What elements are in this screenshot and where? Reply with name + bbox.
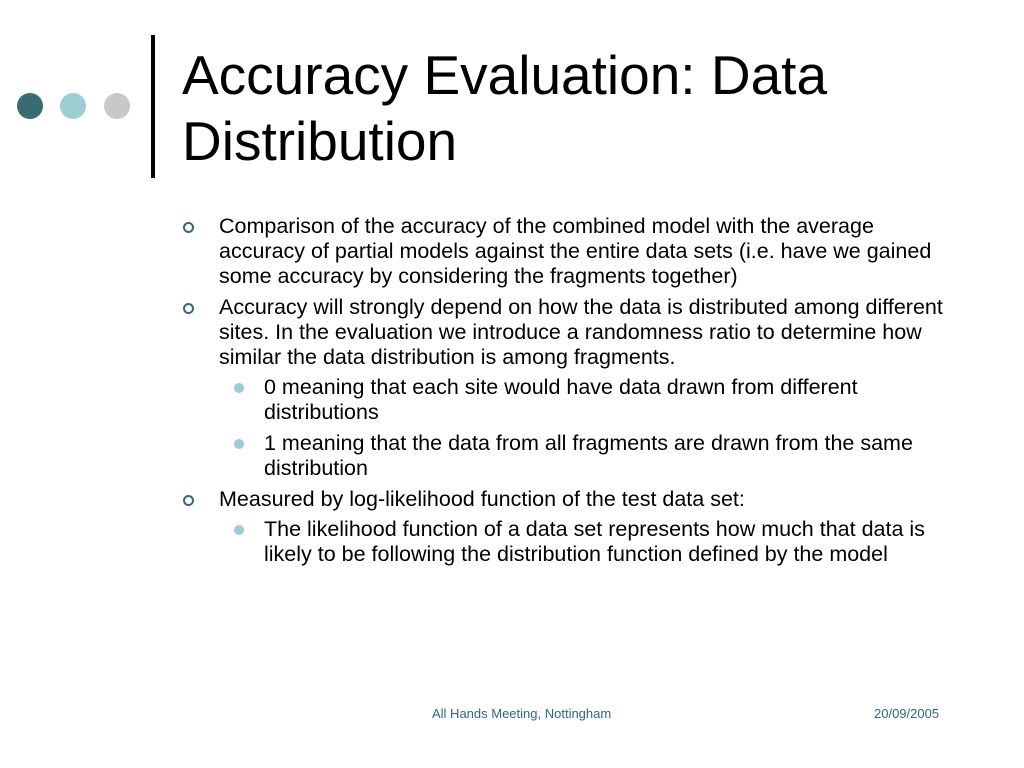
slide-title: Accuracy Evaluation: Data Distribution xyxy=(182,44,828,172)
dot-bullet-icon xyxy=(234,383,244,393)
footer-event: All Hands Meeting, Nottingham xyxy=(432,706,612,721)
bullet-text: Measured by log-likelihood function of the test data set: xyxy=(219,487,745,511)
bullet-item xyxy=(182,487,952,567)
sub-bullet-list xyxy=(219,517,952,567)
sub-bullet-item xyxy=(219,375,952,425)
sub-bullet-text: 1 meaning that the data from all fragments are drawn from the same distribution xyxy=(264,431,913,480)
sub-bullet-list xyxy=(219,375,952,481)
dot-dark-icon xyxy=(17,93,43,119)
sub-bullet-text: The likelihood function of a data set represents how much that data is likely to be following the distribution function defined by the model xyxy=(264,517,925,566)
bullet-list xyxy=(182,214,952,573)
dot-gray-icon xyxy=(104,93,130,119)
dot-light-icon xyxy=(60,93,86,119)
ring-bullet-icon xyxy=(183,222,194,233)
sub-bullet-text: 0 meaning that each site would have data drawn from different distributions xyxy=(264,375,858,424)
footer-date: 20/09/2005 xyxy=(874,706,940,721)
bullet-item xyxy=(182,214,952,289)
ring-bullet-icon xyxy=(183,495,194,506)
dot-bullet-icon xyxy=(234,525,244,535)
ring-bullet-icon xyxy=(183,303,194,314)
sub-bullet-item xyxy=(219,517,952,567)
bullet-text: Comparison of the accuracy of the combined model with the average accuracy of partial models against the entire data sets (i.e. have we gained some accuracy by considering the fragments together) xyxy=(219,214,932,288)
bullet-item xyxy=(182,295,952,481)
dot-bullet-icon xyxy=(234,439,244,449)
title-divider xyxy=(151,35,155,178)
bullet-text: Accuracy will strongly depend on how the data is distributed among different sites. In the evaluation we introduce a randomness ratio to determine how similar the data distribution is among fragments. xyxy=(219,295,943,369)
sub-bullet-item xyxy=(219,431,952,481)
